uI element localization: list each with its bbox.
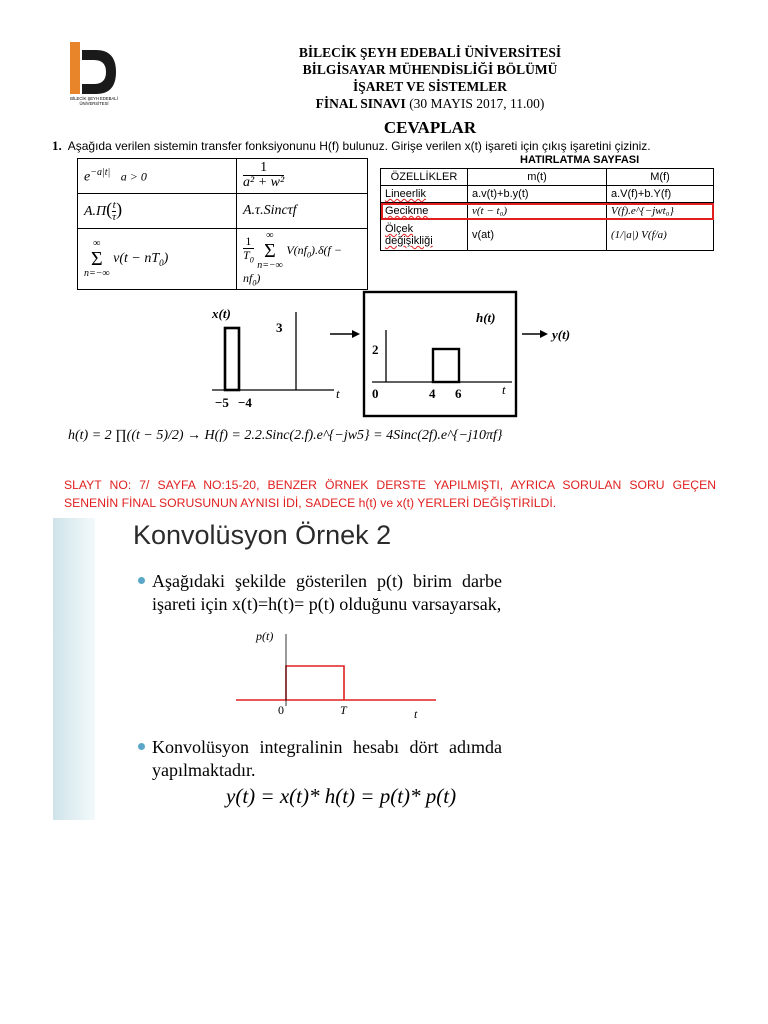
table-row xyxy=(78,194,368,229)
pulse-origin: 0 xyxy=(278,703,284,717)
header-properties: ÖZELLİKLER xyxy=(381,169,468,186)
question-text: Aşağıda verilen sistemin transfer fonksiyonunu H(f) bulunuz. Girişe verilen x(t) işareti için çıkış işaretini çiziniz. xyxy=(67,139,651,153)
delay-mt: v(t − t₀) xyxy=(468,203,607,220)
h-amplitude: 2 xyxy=(372,342,379,357)
x-pulse xyxy=(225,328,239,390)
pulse-plot xyxy=(236,626,436,726)
question-1 xyxy=(52,138,651,154)
x-amplitude: 3 xyxy=(276,320,283,335)
reminder-table xyxy=(380,168,714,251)
h-tick-0: 0 xyxy=(372,386,379,401)
exam-date: (30 MAYIS 2017, 11.00) xyxy=(409,96,545,111)
table-row xyxy=(381,203,714,220)
linearity-mf: a.V(f)+b.Y(f) xyxy=(607,186,714,203)
pulse-T: T xyxy=(340,703,347,717)
y-signal-label: y(t) xyxy=(552,327,571,342)
university-logo xyxy=(66,40,122,112)
table-row xyxy=(381,186,714,203)
system-diagram xyxy=(200,290,580,420)
pair-time-rect: A.Π( $\frac{t}{\tau}$) xyxy=(78,194,237,229)
logo-text-line2: ÜNİVERSİTESİ xyxy=(79,101,109,106)
table-header-row xyxy=(381,169,714,186)
header-mt: m(t) xyxy=(468,169,607,186)
convolution-equation: y(t) = x(t)* h(t) = p(t)* p(t) xyxy=(226,784,457,808)
answers-heading: CEVAPLAR xyxy=(383,118,477,137)
delay-mf: V(f).e^{−jwt₀} xyxy=(607,203,714,220)
x-t-label: t xyxy=(336,386,340,401)
property-linearity: Lineerlik xyxy=(381,186,468,203)
scaling-mt: v(at) xyxy=(468,220,607,251)
exam-line xyxy=(140,96,720,112)
slide-bullet-2 xyxy=(152,736,502,782)
header-mf: M(f) xyxy=(607,169,714,186)
transfer-function-formula: h(t) = 2 ∏((t − 5)/2) → H(f) = 2.2.Sinc(2.f).e^{−jw5} = 4Sinc(2f).e^{−j10πf} xyxy=(68,428,503,443)
table-row xyxy=(78,229,368,290)
h-tick-6: 6 xyxy=(455,386,462,401)
question-number: 1. xyxy=(52,138,62,153)
pair-freq-sinc: A.τ.Sincτf xyxy=(237,194,368,229)
pulse-t: t xyxy=(414,707,418,721)
slide-side-bar xyxy=(53,518,95,820)
slide-bullet-2-text: Konvolüsyon integralinin hesabı dört adımda yapılmaktadır. xyxy=(152,737,502,780)
exam-title: FİNAL SINAVI xyxy=(315,96,406,111)
reminder-title: HATIRLATMA SAYFASI xyxy=(520,154,640,166)
slide-bullet-1 xyxy=(152,570,502,616)
h-t-label: t xyxy=(502,382,506,397)
x-signal-label: x(t) xyxy=(212,306,231,321)
table-row xyxy=(381,220,714,251)
h-signal-label: h(t) xyxy=(476,310,496,325)
fourier-pairs-table xyxy=(77,158,368,290)
h-pulse xyxy=(433,349,459,382)
pulse-shape xyxy=(286,666,344,700)
pair-freq-periodic: $\frac{1}{T_0}$ ∞ Σ n=−∞ $V(nf_0).\delta(f - nf_0)$ xyxy=(237,229,368,290)
pair-time-exp: $e^{-a|t|}$ a > 0 xyxy=(78,159,237,194)
university-name: BİLECİK ŞEYH EDEBALİ ÜNİVERSİTESİ xyxy=(298,45,562,60)
h-tick-4: 4 xyxy=(429,386,436,401)
x-tick-minus4: −4 xyxy=(238,395,252,410)
linearity-mt: a.v(t)+b.y(t) xyxy=(468,186,607,203)
property-delay: Gecikme xyxy=(381,203,468,220)
bullet-dot-icon xyxy=(138,577,145,584)
scaling-mf: (1/|a|) V(f/a) xyxy=(607,220,714,251)
logo-text-line1: BİLECİK ŞEYH EDEBALİ xyxy=(70,96,118,101)
x-tick-minus5: −5 xyxy=(215,395,229,410)
bullet-dot-icon xyxy=(138,743,145,750)
pair-freq-exp: $\frac{1}{\text{a² + w²}}$ xyxy=(237,159,368,194)
pulse-label: p(t) xyxy=(256,629,274,643)
department-name: BİLGİSAYAR MÜHENDİSLİĞİ BÖLÜMÜ xyxy=(302,62,558,77)
table-row xyxy=(78,159,368,194)
instructor-note: SLAYT NO: 7/ SAYFA NO:15-20, BENZER ÖRNEK DERSTE YAPILMIŞTI, AYRICA SORULAN SORU GEÇEN SENENİN FİNAL SORUSUNUN AYNISI İDİ, SADECE h(t) ve x(t) YERLERİ DEĞİŞTİRİLDİ. xyxy=(64,478,716,510)
output-arrowhead xyxy=(540,330,548,338)
property-scaling: Ölçek değişikliği xyxy=(381,220,468,251)
slide-title: Konvolüsyon Örnek 2 xyxy=(133,520,392,550)
pair-time-periodic: ∞ Σ n=−∞ $v(t - nT_0)$ xyxy=(78,229,237,290)
course-name: İŞARET VE SİSTEMLER xyxy=(352,79,508,94)
slide-bullet-1-text: Aşağıdaki şekilde gösterilen p(t) birim darbe işareti için x(t)=h(t)= p(t) olduğunu varsayarsak, xyxy=(152,571,502,614)
input-arrowhead xyxy=(352,330,360,338)
